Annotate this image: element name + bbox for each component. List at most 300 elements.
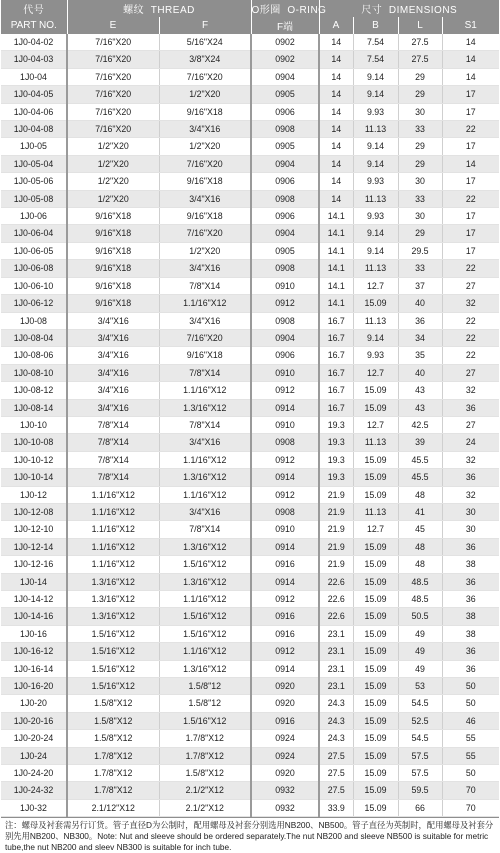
dim-b-cell: 15.09 — [353, 556, 398, 573]
dim-b-cell: 15.09 — [353, 469, 398, 486]
dim-s1-cell: 36 — [442, 399, 499, 416]
dim-b-cell: 9.93 — [353, 103, 398, 120]
dim-l-cell: 42.5 — [398, 416, 442, 433]
thread-e-cell: 1.7/8"X12 — [67, 747, 159, 764]
dim-s1-cell: 14 — [442, 51, 499, 68]
table-row — [1, 799, 499, 816]
table-row — [1, 86, 499, 103]
part-no-cell: 1J0-24-20 — [1, 765, 67, 782]
dim-l-cell: 57.5 — [398, 747, 442, 764]
dim-a-cell: 16.7 — [319, 312, 353, 329]
dim-a-cell: 23.1 — [319, 643, 353, 660]
dim-a-cell: 24.3 — [319, 730, 353, 747]
thread-f-cell: 3/4"X16 — [159, 503, 251, 520]
dim-l-cell: 45.5 — [398, 469, 442, 486]
dim-en: DIMENSIONS — [388, 5, 458, 16]
dim-s1-cell: 22 — [442, 190, 499, 207]
dim-a-cell: 16.7 — [319, 347, 353, 364]
part-no-cell: 1J0-04-06 — [1, 103, 67, 120]
dim-b-cell: 9.14 — [353, 242, 398, 259]
thread-header — [67, 0, 251, 17]
thread-e-cell: 1.5/16"X12 — [67, 643, 159, 660]
dim-s1-cell: 50 — [442, 765, 499, 782]
dim-s1-cell: 70 — [442, 799, 499, 816]
dim-a-cell: 14 — [319, 121, 353, 138]
dim-s1-cell: 36 — [442, 469, 499, 486]
thread-e-cell: 3/4"X16 — [67, 364, 159, 381]
dim-s1-cell: 46 — [442, 712, 499, 729]
oring-f-end-cell: 0914 — [251, 660, 319, 677]
dim-a-cell: 27.5 — [319, 765, 353, 782]
dim-b-cell: 15.09 — [353, 678, 398, 695]
table-row — [1, 469, 499, 486]
thread-en: THREAD — [150, 5, 195, 16]
oring-f-end-cell: 0914 — [251, 538, 319, 555]
table-row — [1, 155, 499, 172]
col-s1-header: S1 — [442, 17, 499, 34]
dim-l-cell: 49 — [398, 643, 442, 660]
dim-l-cell: 29 — [398, 68, 442, 85]
thread-f-cell: 7/16"X20 — [159, 329, 251, 346]
dim-b-cell: 11.13 — [353, 312, 398, 329]
part-no-cell: 1J0-20 — [1, 695, 67, 712]
table-row — [1, 416, 499, 433]
dim-a-cell: 16.7 — [319, 382, 353, 399]
thread-f-cell: 1/2"X20 — [159, 138, 251, 155]
part-no-cell: 1J0-24 — [1, 747, 67, 764]
dim-a-cell: 14 — [319, 138, 353, 155]
dim-l-cell: 49 — [398, 660, 442, 677]
footnote-cn: 注：螺母及衬套需另行订货。管子直径D为公制时，配用螺母及衬套分别选用NB200、NB500。管子直径为英制时，配用螺母及衬套分别先用NB200、NB300。 — [5, 820, 494, 842]
dim-l-cell: 57.5 — [398, 765, 442, 782]
oring-f-end-cell: 0908 — [251, 121, 319, 138]
part-no-en-header: PART NO. — [1, 17, 67, 34]
dim-a-cell: 14 — [319, 86, 353, 103]
part-no-cell: 1J0-04 — [1, 68, 67, 85]
dim-b-cell: 9.14 — [353, 138, 398, 155]
dim-s1-cell: 14 — [442, 34, 499, 51]
oring-f-end-cell: 0904 — [251, 68, 319, 85]
dim-l-cell: 29 — [398, 138, 442, 155]
oring-f-end-cell: 0916 — [251, 608, 319, 625]
part-no-cell: 1J0-12 — [1, 486, 67, 503]
dim-l-cell: 54.5 — [398, 730, 442, 747]
thread-e-cell: 9/16"X18 — [67, 225, 159, 242]
table-row — [1, 242, 499, 259]
dim-l-cell: 50.5 — [398, 608, 442, 625]
thread-f-cell: 1.3/16"X12 — [159, 538, 251, 555]
oring-f-end-cell: 0908 — [251, 260, 319, 277]
thread-e-cell: 1.3/16"X12 — [67, 573, 159, 590]
dim-l-cell: 29 — [398, 225, 442, 242]
dim-s1-cell: 27 — [442, 364, 499, 381]
table-row — [1, 730, 499, 747]
thread-e-cell: 3/4"X16 — [67, 399, 159, 416]
part-no-cell: 1J0-06-05 — [1, 242, 67, 259]
dim-b-cell: 15.09 — [353, 382, 398, 399]
thread-f-cell: 9/16"X18 — [159, 103, 251, 120]
table-row — [1, 329, 499, 346]
dim-s1-cell: 14 — [442, 155, 499, 172]
dim-a-cell: 22.6 — [319, 608, 353, 625]
dim-s1-cell: 30 — [442, 503, 499, 520]
dim-a-cell: 14.1 — [319, 242, 353, 259]
dim-l-cell: 48.5 — [398, 591, 442, 608]
part-no-cell: 1J0-08-04 — [1, 329, 67, 346]
dim-a-cell: 14 — [319, 190, 353, 207]
table-row — [1, 225, 499, 242]
dim-b-cell: 7.54 — [353, 34, 398, 51]
part-no-cell: 1J0-08-12 — [1, 382, 67, 399]
thread-f-cell: 1.1/16"X12 — [159, 486, 251, 503]
dim-b-cell: 9.93 — [353, 208, 398, 225]
thread-f-cell: 9/16"X18 — [159, 208, 251, 225]
thread-f-cell: 1.3/16"X12 — [159, 573, 251, 590]
thread-f-cell: 1.3/16"X12 — [159, 469, 251, 486]
thread-f-cell: 7/8"X14 — [159, 277, 251, 294]
dim-s1-cell: 30 — [442, 521, 499, 538]
dim-a-cell: 27.5 — [319, 782, 353, 799]
dim-s1-cell: 22 — [442, 329, 499, 346]
table-row — [1, 34, 499, 51]
thread-f-cell: 3/8"X24 — [159, 51, 251, 68]
spec-table — [1, 0, 499, 817]
dim-s1-cell: 36 — [442, 660, 499, 677]
table-row — [1, 121, 499, 138]
dim-s1-cell: 55 — [442, 747, 499, 764]
oring-f-end-cell: 0912 — [251, 486, 319, 503]
dim-l-cell: 40 — [398, 364, 442, 381]
dim-a-cell: 21.9 — [319, 503, 353, 520]
table-row — [1, 625, 499, 642]
thread-f-cell: 1.3/16"X12 — [159, 399, 251, 416]
dim-a-cell: 14 — [319, 34, 353, 51]
dim-s1-cell: 27 — [442, 416, 499, 433]
footnote-en: Note: Nut and sleeve should be ordered separately.The nut NB200 and sleeve NB500 is suitable for metric tube,the nut NB200 and sleev NB300 is suitable for inch tube. — [5, 831, 489, 853]
oring-cn: O形圈 — [251, 5, 281, 16]
dim-b-cell: 15.09 — [353, 486, 398, 503]
part-no-cell: 1J0-12-14 — [1, 538, 67, 555]
part-no-cell: 1J0-08 — [1, 312, 67, 329]
part-no-cell: 1J0-05 — [1, 138, 67, 155]
dim-b-cell: 9.14 — [353, 68, 398, 85]
oring-f-end-cell: 0924 — [251, 730, 319, 747]
thread-e-cell: 1.3/16"X12 — [67, 591, 159, 608]
part-no-cell: 1J0-16-14 — [1, 660, 67, 677]
dim-l-cell: 33 — [398, 121, 442, 138]
thread-f-cell: 1.1/16"X12 — [159, 451, 251, 468]
oring-f-end-cell: 0906 — [251, 208, 319, 225]
dim-b-cell: 12.7 — [353, 364, 398, 381]
dim-l-cell: 48 — [398, 538, 442, 555]
part-no-cell: 1J0-06-04 — [1, 225, 67, 242]
thread-f-cell: 7/16"X20 — [159, 225, 251, 242]
thread-e-cell: 1.5/8"X12 — [67, 695, 159, 712]
dim-b-cell: 11.13 — [353, 260, 398, 277]
thread-f-cell: 7/8"X14 — [159, 521, 251, 538]
part-no-cell: 1J0-16 — [1, 625, 67, 642]
thread-f-cell: 7/8"X14 — [159, 364, 251, 381]
dim-a-cell: 16.7 — [319, 329, 353, 346]
dim-l-cell: 53 — [398, 678, 442, 695]
thread-f-cell: 9/16"X18 — [159, 347, 251, 364]
dim-l-cell: 34 — [398, 329, 442, 346]
oring-f-end-cell: 0910 — [251, 277, 319, 294]
oring-f-end-cell: 0916 — [251, 625, 319, 642]
table-row — [1, 173, 499, 190]
table-row — [1, 277, 499, 294]
table-row — [1, 295, 499, 312]
dim-l-cell: 54.5 — [398, 695, 442, 712]
dim-a-cell: 24.3 — [319, 695, 353, 712]
table-row — [1, 51, 499, 68]
thread-e-cell: 3/4"X16 — [67, 329, 159, 346]
dim-b-cell: 11.13 — [353, 121, 398, 138]
dim-l-cell: 36 — [398, 312, 442, 329]
thread-f-cell: 1.7/8"X12 — [159, 747, 251, 764]
dim-a-cell: 14.1 — [319, 295, 353, 312]
part-no-cell: 1J0-16-12 — [1, 643, 67, 660]
dim-s1-cell: 17 — [442, 208, 499, 225]
table-row — [1, 643, 499, 660]
thread-e-cell: 1.7/8"X12 — [67, 782, 159, 799]
dim-s1-cell: 17 — [442, 103, 499, 120]
oring-f-end-cell: 0908 — [251, 190, 319, 207]
oring-f-end-cell: 0902 — [251, 51, 319, 68]
part-no-cell: 1J0-04-03 — [1, 51, 67, 68]
dim-s1-cell: 17 — [442, 86, 499, 103]
oring-f-end-cell: 0924 — [251, 747, 319, 764]
thread-f-cell: 1.5/16"X12 — [159, 608, 251, 625]
dim-l-cell: 66 — [398, 799, 442, 816]
dim-s1-cell: 14 — [442, 68, 499, 85]
thread-e-cell: 7/16"X20 — [67, 34, 159, 51]
dim-l-cell: 29.5 — [398, 242, 442, 259]
part-no-cell: 1J0-06-08 — [1, 260, 67, 277]
dim-s1-cell: 36 — [442, 591, 499, 608]
dim-b-cell: 15.09 — [353, 695, 398, 712]
dim-l-cell: 29 — [398, 155, 442, 172]
dim-l-cell: 35 — [398, 347, 442, 364]
oring-f-end-cell: 0920 — [251, 695, 319, 712]
dim-a-cell: 14.1 — [319, 277, 353, 294]
table-row — [1, 451, 499, 468]
thread-e-cell: 3/4"X16 — [67, 347, 159, 364]
dim-s1-cell: 32 — [442, 486, 499, 503]
dim-l-cell: 52.5 — [398, 712, 442, 729]
dim-s1-cell: 17 — [442, 173, 499, 190]
thread-e-cell: 1.5/16"X12 — [67, 660, 159, 677]
dim-a-cell: 14 — [319, 155, 353, 172]
oring-f-end-cell: 0916 — [251, 556, 319, 573]
dim-l-cell: 27.5 — [398, 51, 442, 68]
dim-s1-cell: 38 — [442, 625, 499, 642]
col-a-header: A — [319, 17, 353, 34]
thread-e-cell: 1.1/16"X12 — [67, 486, 159, 503]
thread-e-cell: 1/2"X20 — [67, 138, 159, 155]
dim-s1-cell: 32 — [442, 382, 499, 399]
dim-b-cell: 15.09 — [353, 625, 398, 642]
dim-a-cell: 16.7 — [319, 364, 353, 381]
dim-b-cell: 15.09 — [353, 538, 398, 555]
dim-l-cell: 43 — [398, 399, 442, 416]
dim-a-cell: 19.3 — [319, 416, 353, 433]
part-no-cell: 1J0-08-10 — [1, 364, 67, 381]
thread-f-cell: 2.1/2"X12 — [159, 799, 251, 816]
table-row — [1, 486, 499, 503]
table-row — [1, 660, 499, 677]
thread-e-cell: 7/16"X20 — [67, 121, 159, 138]
table-row — [1, 434, 499, 451]
dim-s1-cell: 22 — [442, 347, 499, 364]
oring-f-end-cell: 0908 — [251, 312, 319, 329]
dim-s1-cell: 32 — [442, 451, 499, 468]
dim-b-cell: 15.09 — [353, 712, 398, 729]
dim-b-cell: 15.09 — [353, 730, 398, 747]
part-no-cell: 1J0-05-06 — [1, 173, 67, 190]
thread-f-cell: 3/4"X16 — [159, 434, 251, 451]
oring-f-end-cell: 0912 — [251, 643, 319, 660]
table-row — [1, 138, 499, 155]
dim-s1-cell: 27 — [442, 277, 499, 294]
dim-l-cell: 41 — [398, 503, 442, 520]
thread-e-cell: 3/4"X16 — [67, 382, 159, 399]
dim-l-cell: 45 — [398, 521, 442, 538]
part-no-cell: 1J0-14 — [1, 573, 67, 590]
dim-b-cell: 12.7 — [353, 521, 398, 538]
thread-f-cell: 3/4"X16 — [159, 121, 251, 138]
dim-b-cell: 11.13 — [353, 190, 398, 207]
dim-a-cell: 14 — [319, 51, 353, 68]
oring-f-end-cell: 0904 — [251, 225, 319, 242]
dim-s1-cell: 70 — [442, 782, 499, 799]
part-no-cell: 1J0-12-16 — [1, 556, 67, 573]
dim-l-cell: 33 — [398, 260, 442, 277]
dim-a-cell: 14.1 — [319, 225, 353, 242]
part-no-cell: 1J0-20-16 — [1, 712, 67, 729]
part-no-cell: 1J0-12-10 — [1, 521, 67, 538]
thread-f-cell: 7/8"X14 — [159, 416, 251, 433]
oring-f-end-cell: 0912 — [251, 451, 319, 468]
dim-a-cell: 21.9 — [319, 556, 353, 573]
table-row — [1, 103, 499, 120]
oring-f-end-cell: 0914 — [251, 469, 319, 486]
dim-b-cell: 9.14 — [353, 225, 398, 242]
dim-s1-cell: 55 — [442, 730, 499, 747]
dim-b-cell: 11.13 — [353, 434, 398, 451]
table-row — [1, 312, 499, 329]
dim-l-cell: 40 — [398, 295, 442, 312]
dim-b-cell: 12.7 — [353, 277, 398, 294]
dim-l-cell: 48.5 — [398, 573, 442, 590]
thread-e-cell: 3/4"X16 — [67, 312, 159, 329]
thread-e-cell: 7/8"X14 — [67, 451, 159, 468]
thread-e-cell: 7/8"X14 — [67, 469, 159, 486]
dim-a-cell: 14.1 — [319, 208, 353, 225]
dim-b-cell: 9.93 — [353, 347, 398, 364]
part-no-cell: 1J0-32 — [1, 799, 67, 816]
oring-f-end-cell: 0908 — [251, 503, 319, 520]
table-row — [1, 503, 499, 520]
thread-f-cell: 2.1/2"X12 — [159, 782, 251, 799]
table-row — [1, 208, 499, 225]
dim-l-cell: 48 — [398, 486, 442, 503]
part-no-cell: 1J0-08-06 — [1, 347, 67, 364]
oring-f-end-cell: 0904 — [251, 329, 319, 346]
thread-f-cell: 1.5/8"12 — [159, 695, 251, 712]
dim-b-cell: 15.09 — [353, 643, 398, 660]
dim-a-cell: 22.6 — [319, 573, 353, 590]
part-no-cell: 1J0-05-04 — [1, 155, 67, 172]
thread-f-cell: 3/4"X16 — [159, 260, 251, 277]
dim-s1-cell: 17 — [442, 242, 499, 259]
thread-f-cell: 1.1/16"X12 — [159, 643, 251, 660]
table-row — [1, 695, 499, 712]
thread-e-cell: 1.5/8"X12 — [67, 712, 159, 729]
dim-a-cell: 14 — [319, 68, 353, 85]
table-row — [1, 399, 499, 416]
table-row — [1, 556, 499, 573]
dim-a-cell: 27.5 — [319, 747, 353, 764]
dim-b-cell: 15.09 — [353, 573, 398, 590]
dim-l-cell: 49 — [398, 625, 442, 642]
spec-table-wrapper — [1, 0, 499, 853]
dim-cn: 尺寸 — [361, 5, 383, 16]
dim-b-cell: 15.09 — [353, 451, 398, 468]
table-row — [1, 382, 499, 399]
thread-f-cell: 7/16"X20 — [159, 155, 251, 172]
col-e-header: E — [67, 17, 159, 34]
thread-f-cell: 1.7/8"X12 — [159, 730, 251, 747]
thread-f-cell: 1.3/16"X12 — [159, 660, 251, 677]
dim-b-cell: 11.13 — [353, 503, 398, 520]
part-no-cell: 1J0-06-12 — [1, 295, 67, 312]
oring-f-end-cell: 0932 — [251, 799, 319, 816]
oring-f-end-cell: 0910 — [251, 364, 319, 381]
thread-e-cell: 7/16"X20 — [67, 68, 159, 85]
dim-s1-cell: 22 — [442, 260, 499, 277]
part-no-cell: 1J0-14-16 — [1, 608, 67, 625]
dim-l-cell: 27.5 — [398, 34, 442, 51]
thread-e-cell: 1/2"X20 — [67, 155, 159, 172]
table-row — [1, 364, 499, 381]
oring-f-end-cell: 0906 — [251, 103, 319, 120]
dim-a-cell: 23.1 — [319, 625, 353, 642]
dim-s1-cell: 38 — [442, 608, 499, 625]
thread-e-cell: 1.1/16"X12 — [67, 538, 159, 555]
dim-b-cell: 9.14 — [353, 86, 398, 103]
thread-f-cell: 1.1/16"X12 — [159, 382, 251, 399]
dim-a-cell: 21.9 — [319, 486, 353, 503]
part-no-cell: 1J0-10-08 — [1, 434, 67, 451]
dim-s1-cell: 36 — [442, 643, 499, 660]
dim-b-cell: 15.09 — [353, 747, 398, 764]
dim-s1-cell: 24 — [442, 434, 499, 451]
thread-e-cell: 1.5/16"X12 — [67, 625, 159, 642]
dim-s1-cell: 38 — [442, 556, 499, 573]
dim-b-cell: 15.09 — [353, 660, 398, 677]
dim-s1-cell: 17 — [442, 225, 499, 242]
table-row — [1, 68, 499, 85]
dim-b-cell: 15.09 — [353, 782, 398, 799]
dimensions-header — [319, 0, 499, 17]
thread-f-cell: 1/2"X20 — [159, 86, 251, 103]
dim-s1-cell: 22 — [442, 312, 499, 329]
thread-e-cell: 7/16"X20 — [67, 103, 159, 120]
thread-e-cell: 1/2"X20 — [67, 173, 159, 190]
dim-l-cell: 33 — [398, 190, 442, 207]
oring-f-end-cell: 0912 — [251, 295, 319, 312]
